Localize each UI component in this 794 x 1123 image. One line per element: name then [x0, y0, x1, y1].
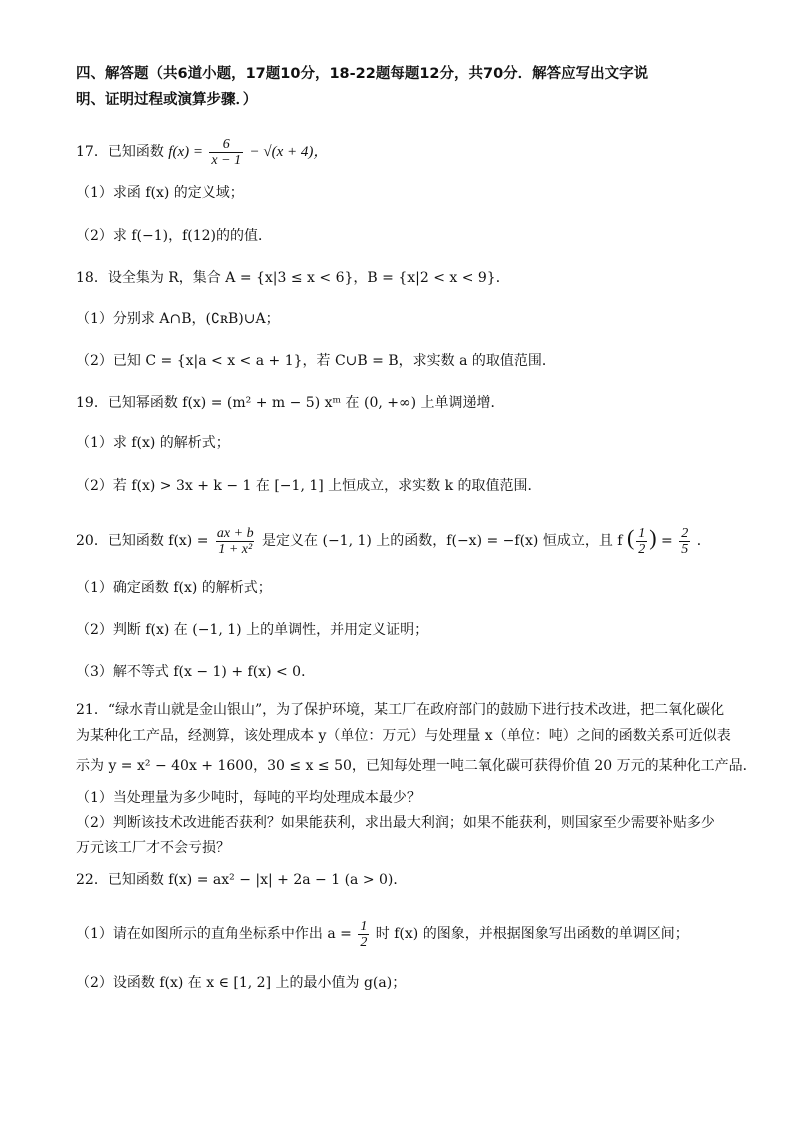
q20-part3: （3）解不等式 f(x − 1) + f(x) < 0．: [76, 664, 316, 680]
q21-part1: （1）当处理量为多少吨时，每吨的平均处理成本最少？: [76, 790, 421, 806]
q20-part2: （2）判断 f(x) 在 (−1, 1) 上的单调性，并用定义证明；: [76, 622, 429, 638]
q17-function-tail: − √(x + 4)，: [249, 144, 329, 160]
q20-fraction-denominator: 1 + x²: [218, 541, 253, 557]
q22-part1-text-post: 时 f(x) 的图象，并根据图象写出函数的单调区间；: [375, 926, 689, 942]
q18-part1: （1）分别求 A∩B，(∁ʀB)∪A；: [76, 311, 280, 327]
q22-half-denominator: 2: [360, 934, 368, 950]
q19-stem: 19．已知幂函数 f(x) = (m² + m − 5) xᵐ 在 (0, +∞) 上单调递增．: [76, 395, 505, 411]
q22-part1-text-pre: （1）请在如图所示的直角坐标系中作出 a =: [76, 926, 352, 942]
q20-value-numerator: 2: [681, 525, 689, 541]
q20-equals: =: [661, 533, 673, 549]
q17-part1: （1）求函 f(x) 的定义域；: [76, 185, 244, 201]
q18-stem: 18．设全集为 R，集合 A = {x|3 ≤ x < 6}，B = {x|2 < x < 9}．: [76, 270, 510, 286]
section-header-line1: 四、解答题（共6道小题，17题10分，18-22题每题12分，共70分．解答应写出文字说: [76, 66, 649, 82]
q22-part1: [76, 914, 726, 954]
q20-value-fraction: [679, 526, 690, 557]
q20-half-denominator: 2: [638, 541, 646, 557]
q17-fraction: [209, 137, 243, 168]
q20-stem-middle: 是定义在 (−1, 1) 上的函数，f(−x) = −f(x) 恒成立，且 f: [262, 533, 623, 549]
q19-part1: （1）求 f(x) 的解析式；: [76, 435, 230, 451]
q17-part2: （2）求 f(−1)，f(12)的的值．: [76, 228, 273, 244]
q20-value-denominator: 5: [681, 541, 689, 557]
q20-half-numerator: 1: [638, 525, 646, 541]
q20-paren-close: ): [649, 525, 657, 550]
q20-stem-text: 20．已知函数 f(x) =: [76, 533, 209, 549]
q20-half-fraction: [636, 526, 647, 557]
q17-stem-text: 17．已知函数: [76, 144, 164, 160]
q20-paren-open: (: [626, 525, 635, 550]
q17-stem: [76, 132, 726, 172]
q17-fraction-denominator: x − 1: [211, 152, 242, 168]
q20-stem: [76, 518, 726, 558]
q22-part2: （2）设函数 f(x) 在 x ∈ [1, 2] 上的最小值为 g(a)；: [76, 975, 407, 991]
q20-end: ．: [696, 533, 711, 549]
q19-part2: （2）若 f(x) > 3x + k − 1 在 [−1, 1] 上恒成立，求实数 k 的取值范围．: [76, 478, 542, 494]
q22-stem: 22．已知函数 f(x) = ax² − |x| + 2a − 1 (a > 0)．: [76, 872, 408, 888]
q17-function-lhs: f(x) =: [168, 144, 203, 160]
q21-line3: 示为 y = x² − 40x + 1600，30 ≤ x ≤ 50，已知每处理一吨二氧化碳可获得价值 20 万元的某种化工产品．: [76, 758, 757, 774]
q18-part2: （2）已知 C = {x|a < x < a + 1}，若 C∪B = B，求实数 a 的取值范围．: [76, 353, 556, 369]
q21-line1: 21．“绿水青山就是金山银山”，为了保护环境，某工厂在政府部门的鼓励下进行技术改进，把二氧化碳化: [76, 702, 725, 718]
q21-part2-line2: 万元该工厂才不会亏损？: [76, 840, 230, 856]
q20-fraction: [215, 526, 256, 557]
q20-fraction-numerator: ax + b: [216, 525, 254, 541]
q22-half-fraction: [358, 919, 369, 950]
q20-part1: （1）确定函数 f(x) 的解析式；: [76, 580, 272, 596]
q17-fraction-numerator: 6: [222, 136, 230, 152]
q22-half-numerator: 1: [360, 918, 368, 934]
section-header-line2: 明、证明过程或演算步骤．）: [76, 92, 258, 108]
q21-part2-line1: （2）判断该技术改进能否获利？如果能获利，求出最大利润；如果不能获利，则国家至少需要补贴多少: [76, 815, 715, 831]
q21-line2: 为某种化工产品，经测算，该处理成本 y（单位：万元）与处理量 x（单位：吨）之间的函数关系可近似表: [76, 728, 731, 744]
